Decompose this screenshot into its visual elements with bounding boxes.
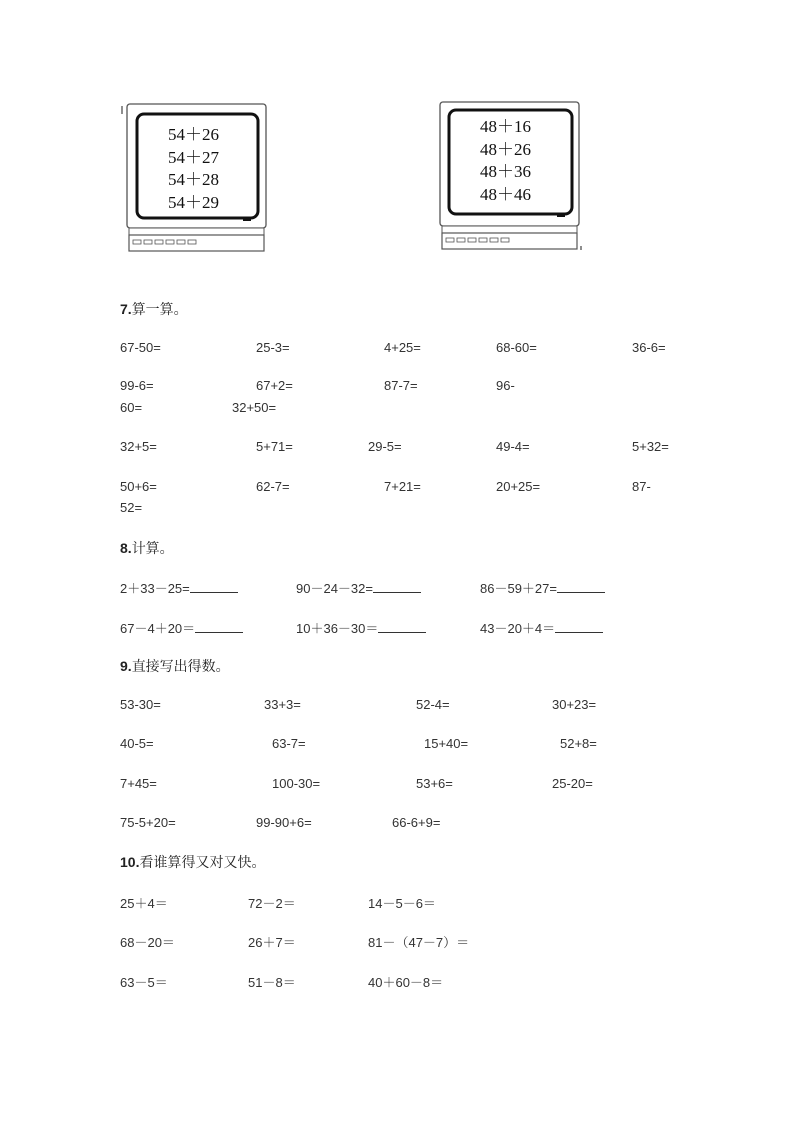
q9-number: 9. (120, 658, 132, 674)
q7-r3-c4: 49-4= (496, 439, 530, 454)
q8-r2-c1 (120, 618, 243, 637)
q8-r1-c3-text: 86－59＋27= (480, 581, 557, 596)
q8-title: 计算。 (131, 540, 174, 556)
q7-number: 7. (120, 301, 132, 317)
q9-r4-c1: 75-5+20= (120, 815, 176, 830)
q10-r1-c3: 14－5－6＝ (368, 896, 436, 911)
q10-r3-c2: 51－8＝ (248, 975, 296, 990)
q7-r4b-c1: 52= (120, 500, 143, 515)
q7-heading (120, 299, 188, 319)
q8-r1-c2-text: 90－24－32= (296, 581, 373, 596)
q10-r1-c1: 25＋4＝ (120, 896, 168, 911)
q8-r1-c3-answer-blank[interactable] (557, 580, 605, 593)
q7-r4-c4: 20+25= (496, 479, 541, 494)
q7-r1-c2: 25-3= (256, 340, 290, 355)
monitor-2-line-1: 48＋16 (480, 117, 531, 136)
q7-r4-c2: 62-7= (256, 479, 290, 494)
q9-r4-c3: 66-6+9= (392, 815, 441, 830)
q9-r3-c2: 100-30= (272, 776, 321, 791)
q8-number: 8. (120, 540, 132, 556)
q8-r2-c2-text: 10＋36－30＝ (296, 621, 379, 636)
q7-r4-c1: 50+6= (120, 479, 157, 494)
q10-r2-c2: 26＋7＝ (248, 935, 296, 950)
q8-heading (120, 538, 174, 558)
q8-r1-c1 (120, 578, 238, 597)
q10-r1-c2: 72－2＝ (248, 896, 296, 911)
monitor-1-line-3: 54＋28 (168, 170, 219, 189)
q7-r3-c5: 5+32= (632, 439, 669, 454)
q7-r4-c3: 7+21= (384, 479, 421, 494)
q10-title: 看谁算得又对又快。 (139, 854, 266, 870)
monitor-1-line-4: 54＋29 (168, 192, 219, 212)
q7-r3-c1: 32+5= (120, 439, 157, 454)
monitor-illustration-1 (120, 102, 270, 254)
q9-r2-c3: 15+40= (424, 736, 469, 751)
q7-r2-c2: 67+2= (256, 378, 293, 393)
monitor-2-line-2: 48＋26 (480, 139, 531, 159)
q10-r2-c3: 81－（47－7）＝ (368, 935, 470, 950)
monitor-2-line-4: 48＋46 (480, 184, 531, 204)
q10-heading (120, 852, 265, 872)
q9-r4-c2: 99-90+6= (256, 815, 312, 830)
q10-r3-c3: 40＋60－8＝ (368, 975, 444, 990)
q8-r1-c1-text: 2＋33－25= (120, 581, 190, 596)
q9-r3-c1: 7+45= (120, 776, 157, 791)
q8-r2-c2-answer-blank[interactable] (378, 620, 426, 633)
q9-r3-c4: 25-20= (552, 776, 593, 791)
q8-r2-c3-text: 43－20＋4＝ (480, 621, 556, 636)
q8-r1-c2-answer-blank[interactable] (373, 580, 421, 593)
monitor-2-line-3: 48＋36 (480, 162, 531, 181)
q7-title: 算一算。 (131, 301, 188, 317)
q7-r3-c3: 29-5= (368, 439, 402, 454)
q7-r2b-c2: 32+50= (232, 400, 277, 415)
q9-r1-c1: 53-30= (120, 697, 161, 712)
q9-heading (120, 656, 230, 676)
q8-r2-c2 (296, 618, 426, 637)
q7-r1-c5: 36-6= (632, 340, 666, 355)
q8-r2-c3 (480, 618, 603, 637)
q8-r1-c3 (480, 578, 605, 597)
q9-title: 直接写出得数。 (131, 658, 230, 674)
q8-r1-c1-answer-blank[interactable] (190, 580, 238, 593)
q7-r4-c5: 87- (632, 479, 651, 494)
q7-r2-c4: 96- (496, 378, 515, 393)
q8-r1-c2 (296, 578, 421, 597)
q9-r1-c2: 33+3= (264, 697, 301, 712)
q9-r2-c4: 52+8= (560, 736, 597, 751)
q10-r3-c1: 63－5＝ (120, 975, 168, 990)
q8-r2-c1-text: 67－4＋20＝ (120, 621, 196, 636)
q9-r2-c1: 40-5= (120, 736, 154, 751)
q7-r1-c3: 4+25= (384, 340, 421, 355)
q7-r1-c4: 68-60= (496, 340, 537, 355)
q7-r2-c1: 99-6= (120, 378, 154, 393)
monitor-1-line-1: 54＋26 (168, 125, 219, 144)
q9-r3-c3: 53+6= (416, 776, 453, 791)
q8-r2-c1-answer-blank[interactable] (195, 620, 243, 633)
q7-r2-c3: 87-7= (384, 378, 418, 393)
q10-r2-c1: 68－20＝ (120, 935, 175, 950)
q7-r1-c1: 67-50= (120, 340, 161, 355)
monitor-illustration-2 (436, 100, 586, 252)
q8-r2-c3-answer-blank[interactable] (555, 620, 603, 633)
q9-r1-c4: 30+23= (552, 697, 597, 712)
q10-number: 10. (120, 854, 140, 870)
q7-r3-c2: 5+71= (256, 439, 293, 454)
q9-r1-c3: 52-4= (416, 697, 450, 712)
q7-r2b-c1: 60= (120, 400, 143, 415)
q9-r2-c2: 63-7= (272, 736, 306, 751)
monitor-1-line-2: 54＋27 (168, 147, 219, 167)
